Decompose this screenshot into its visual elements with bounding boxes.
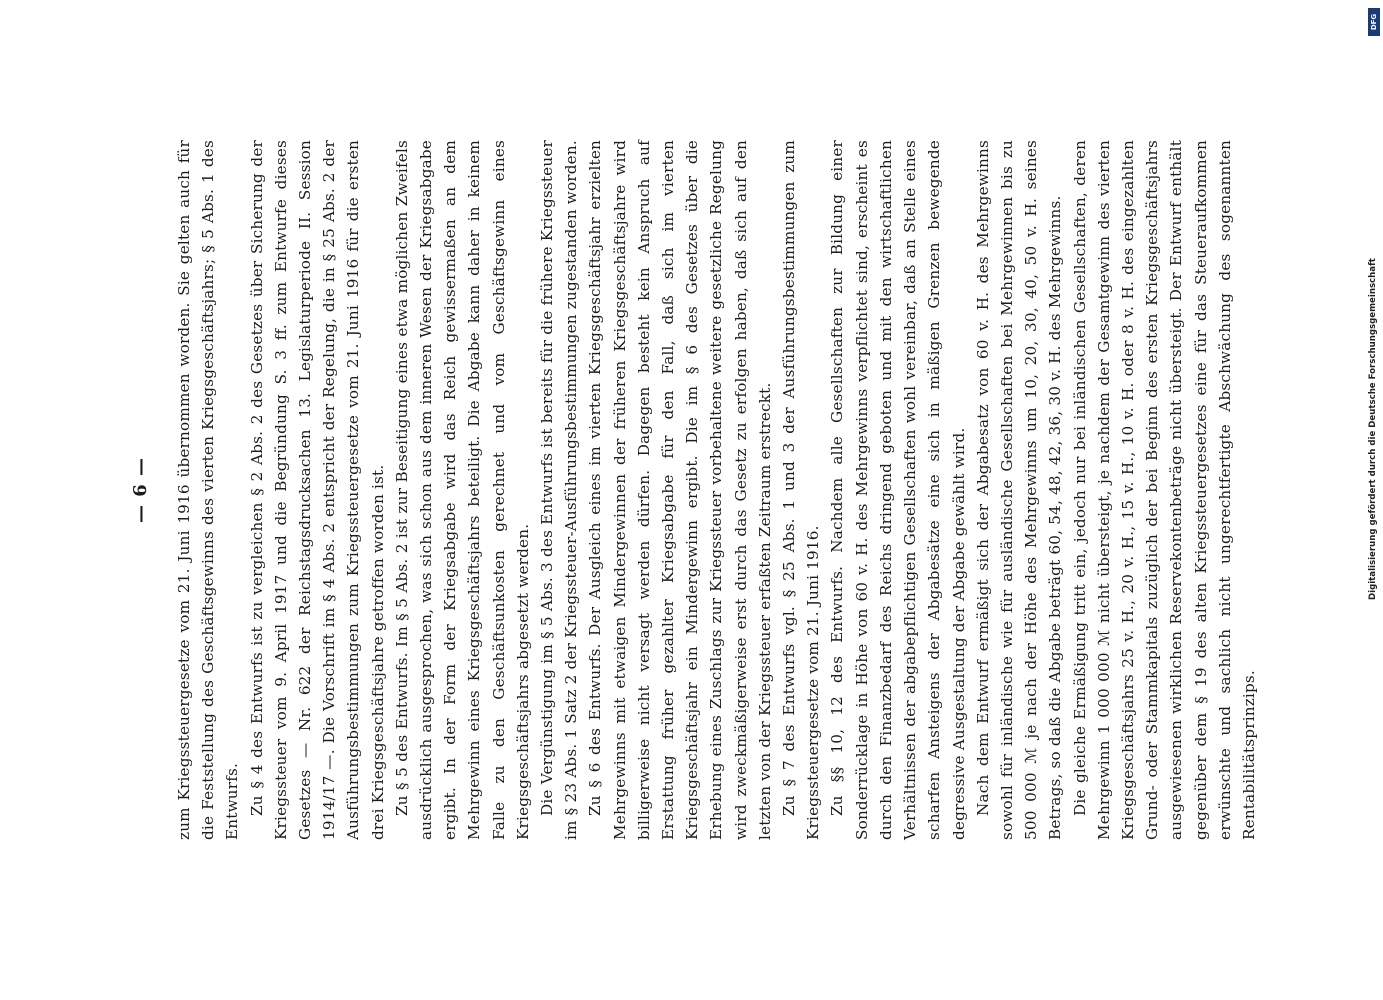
paragraph: Die Vergünstigung im § 5 Abs. 3 des Entwurfs ist bereits für die frühere Kriegssteuer im § 23 Abs. 1 Satz 2 der Kriegssteuer-Ausführungsbestimmungen zugestanden worden. [538,140,581,840]
paragraph: Zu § 4 des Entwurfs ist zu vergleichen § 2 Abs. 2 des Gesetzes über Sicherung der Kriegssteuer vom 9. April 1917 und die Begründung S. 3 ff. zum Entwurfe dieses Gesetzes — Nr. 622 der Reichstagsdrucksachen 13. Legislaturperiode II. Session 1914/17 —. Die Vorschrift im § 4 Abs. 2 entspricht der Regelung, die in § 25 Abs. 2 der Ausführungsbestimmungen zum Kriegssteuergesetze vom 21. Juni 1916 für die ersten drei Kriegsgeschäftsjahre getroffen worden ist. [247,140,387,840]
page-body [172,140,1261,840]
paragraph: Zu §§ 10, 12 des Entwurfs. Nachdem alle Gesellschaften zur Bildung einer Sonderrücklage in Höhe von 60 v. H. des Mehrgewinns verpflichtet sind, erscheint es durch den Finanzbedarf des Reichs dringend geboten und mit den wirtschaftlichen Verhältnissen der abgabepflichtigen Gesellschaften wohl vereinbar, daß an Stelle eines scharfen Ansteigens der Abgabesätze eine sich in mäßigen Grenzen bewegende degressive Ausgestaltung der Abgabe gewählt wird. [828,140,968,840]
page-header: — 6 — [130,456,151,524]
rotated-page [130,140,1280,840]
paragraph: zum Kriegssteuergesetze vom 21. Juni 1916 übernommen worden. Sie gelten auch für die Feststellung des Geschäftsgewinns des vierten Kriegsgeschäftsjahrs; § 5 Abs. 1 des Entwurfs. [175,140,242,840]
paragraph: Zu § 7 des Entwurfs vgl. § 25 Abs. 1 und 3 der Ausführungsbestimmungen zum Kriegssteuergesetze vom 21. Juni 1916. [780,140,823,840]
paragraph: Nach dem Entwurf ermäßigt sich der Abgabesatz von 60 v. H. des Mehrgewinns sowohl für inländische wie für ausländische Gesellschaften bei Mehrgewinnen bis zu 500 000 ℳ je nach der Höhe des Mehrgewinns um 10, 20, 30, 40, 50 v. H. seines Betrags, so daß die Abgabe beträgt 60, 54, 48, 42, 36, 30 v. H. des Mehrgewinns. [973,140,1065,840]
dfg-credit: Digitalisierung gefördert durch die Deutsche Forschungsgemeinschaft [1368,258,1378,600]
paragraph: Zu § 6 des Entwurfs. Der Ausgleich eines im vierten Kriegsgeschäftsjahr erzielten Mehrgewinns mit etwaigen Mindergewinnen der früheren Kriegsgeschäftsjahre wird billigerweise nicht versagt werden dürfen. Dagegen besteht kein Anspruch auf Erstattung früher gezahlter Kriegsabgabe für den Fall, daß sich im vierten Kriegsgeschäftsjahr ein Mindergewinn ergibt. Die im § 6 des Gesetzes über die Erhebung eines Zuschlags zur Kriegssteuer vorbehaltene weitere gesetzliche Regelung wird zweckmäßigerweise erst durch das Gesetz zu erfolgen haben, daß sich auf den letzten von der Kriegssteuer erfaßten Zeitraum erstreckt. [586,140,774,840]
paragraph: Zu § 5 des Entwurfs. Im § 5 Abs. 2 ist zur Beseitigung eines etwa möglichen Zweifels ausdrücklich ausgesprochen, was sich schon aus dem inneren Wesen der Kriegsabgabe ergibt. In der Form der Kriegsabgabe wird das Reich gewissermaßen an dem Mehrgewinn eines Kriegsgeschäftsjahrs beteiligt. Die Abgabe kann daher in keinem Falle zu den Geschäftsunkosten gerechnet und vom Geschäftsgewinn eines Kriegsgeschäftsjahrs abgesetzt werden. [392,140,532,840]
paragraph: Die gleiche Ermäßigung tritt ein, jedoch nur bei inländischen Gesellschaften, deren Mehrgewinn 1 000 000 ℳ nicht übersteigt, je nachdem der Gesamtgewinn des vierten Kriegsgeschäftsjahrs 25 v. H., 20 v. H., 15 v. H., 10 v. H. oder 8 v. H. des eingezahlten Grund- oder Stammkapitals zuzüglich der bei Beginn des ersten Kriegsgeschäftsjahrs ausgewiesenen wirklichen Reservekontenbeträge nicht übersteigt. Der Entwurf enthält gegenüber dem § 19 des alten Kriegssteuergesetzes eine für das Steueraufkommen erwünschte und sachlich nicht ungerechtfertigte Abschwächung des sogenannten Rentabilitätsprinzips. [1070,140,1258,840]
dfg-logo-text: DFG [1370,13,1378,31]
